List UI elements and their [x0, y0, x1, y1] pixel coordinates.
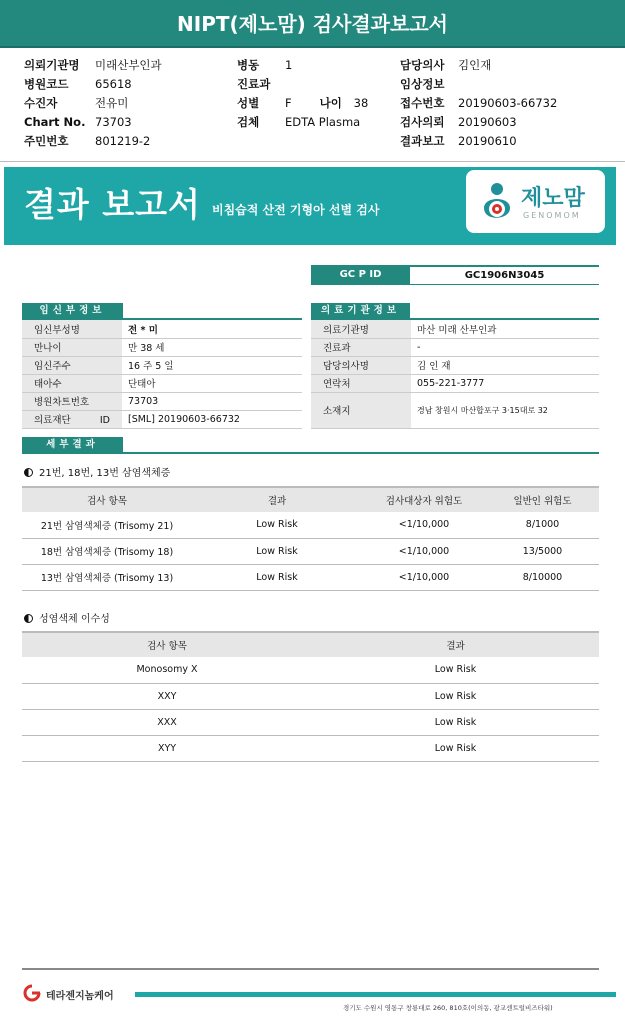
- info-value: 055-221-3777: [411, 374, 599, 392]
- table-row: [22, 338, 302, 356]
- meta-key: 병동: [237, 58, 260, 72]
- meta-value: 미래산부인과: [95, 58, 162, 72]
- info-value: 16 주 5 일: [122, 356, 302, 374]
- gcpid-label: GC P ID: [311, 265, 410, 285]
- meta-key: 검사의뢰: [400, 115, 445, 129]
- column-header: 검사대상자 위험도: [362, 487, 486, 512]
- meta-key: 성별: [237, 96, 260, 110]
- logo-text: 제노맘: [521, 186, 585, 211]
- banner-subtitle: 비침습적 산전 기형아 선별 검사: [212, 203, 380, 217]
- table-row: [22, 512, 599, 538]
- table-row: [22, 735, 599, 761]
- meta-col-1: [24, 56, 162, 151]
- meta-key: 병원코드: [24, 77, 69, 91]
- table-header-row: [22, 487, 599, 512]
- info-value: -: [411, 338, 599, 356]
- info-value: 단태아: [122, 374, 302, 392]
- table-row: [22, 683, 599, 709]
- trisomy-title: 21번, 18번, 13번 삼염색체증: [39, 468, 171, 479]
- table-cell: Low Risk: [192, 512, 362, 538]
- meta-row: [400, 56, 557, 75]
- table-cell: Low Risk: [312, 683, 599, 709]
- table-row: [22, 564, 599, 590]
- meta-value: 1: [285, 58, 293, 72]
- meta-row: [24, 75, 162, 94]
- meta-key: 담당의사: [400, 58, 445, 72]
- info-key: 병원차트번호: [22, 392, 122, 410]
- table-cell: <1/10,000: [362, 564, 486, 590]
- table-cell: <1/10,000: [362, 512, 486, 538]
- age-key: 나이: [319, 96, 342, 110]
- meta-row: [24, 94, 162, 113]
- institution-info-table: [311, 320, 599, 429]
- info-value: 73703: [122, 392, 302, 410]
- patient-section-tab: 임신부정보: [22, 303, 123, 318]
- info-key: 소재지: [311, 392, 411, 428]
- table-cell: Low Risk: [192, 564, 362, 590]
- table-header-row: [22, 632, 599, 657]
- info-key: 태아수: [22, 374, 122, 392]
- table-cell: 13/5000: [486, 538, 599, 564]
- table-cell: XXX: [22, 709, 312, 735]
- meta-row: [237, 113, 368, 132]
- meta-row: [237, 75, 368, 94]
- footer-accent-bar: [135, 992, 616, 997]
- table-cell: XXY: [22, 683, 312, 709]
- banner-title: 결과 보고서: [24, 185, 201, 224]
- info-value: 만 38 세: [122, 338, 302, 356]
- meta-row: [237, 94, 368, 113]
- meta-key: 임상정보: [400, 77, 445, 91]
- meta-value: 801219-2: [95, 134, 151, 148]
- details-section-tab: 세부결과: [22, 437, 123, 452]
- trisomy-heading: [24, 464, 170, 479]
- meta-row: [237, 56, 368, 75]
- column-header: 결과: [192, 487, 362, 512]
- table-cell: 18번 삼염색체증 (Trisomy 18): [22, 538, 192, 564]
- institution-section-tab: 의료기관정보: [311, 303, 410, 318]
- patient-info-table: [22, 320, 302, 429]
- table-cell: 8/1000: [486, 512, 599, 538]
- genomom-logo-icon: [478, 180, 516, 224]
- meta-value: 20190610: [458, 134, 517, 148]
- result-banner: [4, 167, 616, 245]
- meta-key: 접수번호: [400, 96, 445, 110]
- table-cell: Low Risk: [312, 709, 599, 735]
- meta-block: [0, 50, 625, 162]
- table-row: [22, 657, 599, 683]
- info-key: 만나이: [22, 338, 122, 356]
- info-value: 마산 미래 산부인과: [411, 320, 599, 338]
- sexchrom-heading: [24, 610, 110, 625]
- meta-value: 20190603: [458, 115, 517, 129]
- table-row: [22, 356, 302, 374]
- table-row: [311, 392, 599, 428]
- genomom-logo: [466, 170, 605, 233]
- meta-value: 20190603-66732: [458, 96, 558, 110]
- table-row: [311, 374, 599, 392]
- table-cell: <1/10,000: [362, 538, 486, 564]
- footer-divider: [22, 968, 599, 970]
- info-key: 담당의사명: [311, 356, 411, 374]
- company-address: 경기도 수원시 영통구 창룡대로 260, 810호(이의동, 광교센트럴비즈타워): [343, 1004, 553, 1012]
- half-circle-icon: [24, 614, 33, 623]
- meta-key: Chart No.: [24, 115, 86, 129]
- company-name: 테라젠지놈케어: [46, 991, 114, 1002]
- meta-col-2: [237, 56, 368, 132]
- details-section-line: [22, 452, 599, 454]
- info-value: 경남 창원시 마산합포구 3·15대로 32: [411, 392, 599, 428]
- meta-key: 수진자: [24, 96, 58, 110]
- table-row: [22, 538, 599, 564]
- table-row: [311, 320, 599, 338]
- meta-row: [400, 75, 557, 94]
- meta-value: 65618: [95, 77, 132, 91]
- meta-key: 의뢰기관명: [24, 58, 80, 72]
- table-cell: 8/10000: [486, 564, 599, 590]
- table-row: [22, 709, 599, 735]
- meta-value: 전유미: [95, 96, 129, 110]
- report-title: NIPT(제노맘) 검사결과보고서: [0, 0, 625, 48]
- info-key: 임신주수: [22, 356, 122, 374]
- table-cell: 21번 삼염색체증 (Trisomy 21): [22, 512, 192, 538]
- table-row: [311, 356, 599, 374]
- meta-key: 진료과: [237, 77, 271, 91]
- meta-row: [24, 113, 162, 132]
- meta-row: [400, 113, 557, 132]
- table-row: [311, 338, 599, 356]
- info-key: 임신부성명: [22, 320, 122, 338]
- trisomy-table: [22, 486, 599, 591]
- table-cell: Low Risk: [192, 538, 362, 564]
- table-row: [22, 392, 302, 410]
- sexchrom-title: 성염색체 이수성: [39, 614, 110, 625]
- table-row: [22, 320, 302, 338]
- meta-key: 주민번호: [24, 134, 69, 148]
- meta-col-3: [400, 56, 557, 151]
- column-header: 검사 항목: [22, 487, 192, 512]
- logo-subtext: GENOMOM: [523, 211, 581, 220]
- meta-key: 검체: [237, 115, 260, 129]
- table-cell: XYY: [22, 735, 312, 761]
- info-key: 의료기관명: [311, 320, 411, 338]
- sexchrom-table: [22, 631, 599, 762]
- meta-value: F: [285, 96, 292, 110]
- table-row: [22, 374, 302, 392]
- theragen-logo-icon: [20, 984, 44, 1002]
- meta-row: [24, 56, 162, 75]
- column-header: 검사 항목: [22, 632, 312, 657]
- meta-row: [400, 94, 557, 113]
- half-circle-icon: [24, 468, 33, 477]
- column-header: 결과: [312, 632, 599, 657]
- age-value: 38: [353, 96, 369, 110]
- gcpid-value: GC1906N3045: [410, 265, 599, 285]
- meta-row: [400, 132, 557, 151]
- info-value: [SML] 20190603-66732: [122, 410, 302, 428]
- info-value: 김 인 재: [411, 356, 599, 374]
- info-key: 의료재단 ID: [22, 410, 122, 428]
- table-cell: Low Risk: [312, 735, 599, 761]
- meta-key: 결과보고: [400, 134, 445, 148]
- meta-row: [24, 132, 162, 151]
- meta-value: 73703: [95, 115, 132, 129]
- info-value: 전 * 미: [122, 320, 302, 338]
- table-cell: Low Risk: [312, 657, 599, 683]
- meta-value: 김인재: [458, 58, 492, 72]
- table-cell: Monosomy X: [22, 657, 312, 683]
- meta-value: EDTA Plasma: [285, 115, 361, 129]
- table-row: [22, 410, 302, 428]
- table-cell: 13번 삼염색체증 (Trisomy 13): [22, 564, 192, 590]
- info-key: 진료과: [311, 338, 411, 356]
- column-header: 일반인 위험도: [486, 487, 599, 512]
- info-key: 연락처: [311, 374, 411, 392]
